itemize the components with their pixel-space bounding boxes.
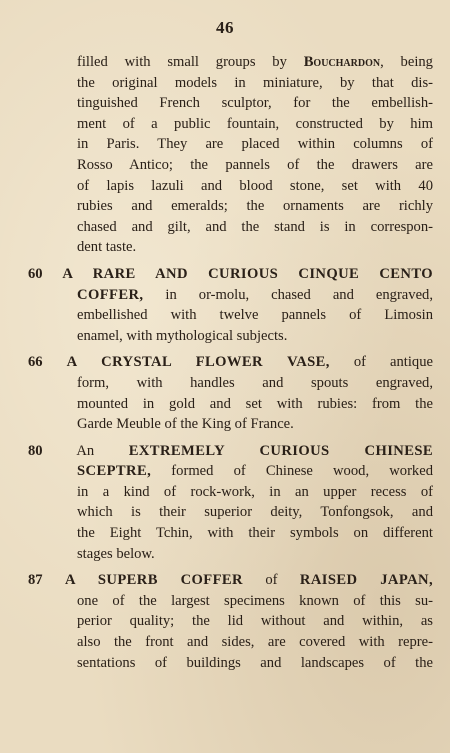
entry-heading-line [0,264,450,285]
text-line: also the front and sides, are covered with repre- [77,634,433,651]
text-line: stages below. [77,545,155,562]
entry-title: A CRYSTAL FLOWER VASE, [66,354,330,371]
continuation-paragraph [0,52,450,258]
entry-title-material: RAISED JAPAN, [299,572,433,589]
text-line: Rosso Antico; the pannels of the drawers are [77,156,433,173]
entry-title: A RARE AND CURIOUS CINQUE CENTO [62,265,433,282]
text-line: rubies and emeralds; the ornaments are richly [77,198,433,215]
text-line: chased and gilt, and the stand is in correspon- [77,218,433,235]
text-line: filled with small groups by Bouchardon, being [77,54,433,70]
text-line: the Eight Tchin, with their symbols on different [77,525,433,542]
text-line: mounted in gold and set with rubies: from the [77,395,433,412]
text-line: enamel, with mythological subjects. [77,327,288,344]
text-line: in a kind of rock-work, in an upper recess of [77,483,433,500]
entry-heading-line: 66 A CRYSTAL FLOWER VASE, of antique [28,354,433,371]
text-line: tinguished French sculptor, for the embellish- [77,95,433,112]
lot-number: 66 [28,354,43,371]
text-line: Garde Meuble of the King of France. [77,416,294,433]
text-line: dent taste. [77,239,137,256]
entry-title: A SUPERB COFFER [64,572,243,589]
catalogue-entry-80 [0,441,450,565]
text-line: in Paris. They are placed within columns of [77,136,433,153]
entry-heading-line: 87 A SUPERB COFFER of RAISED JAPAN, [28,572,433,589]
entry-heading-line: 80 An EXTREMELY CURIOUS CHINESE [28,442,433,459]
text-line: perior quality; the lid without and within, as [77,613,433,630]
sculptor-name: Bouchardon [303,54,381,70]
lot-number: 80 [28,442,43,459]
entry-title: EXTREMELY CURIOUS CHINESE [128,442,433,459]
text-line: the original models in miniature, by that dis- [77,74,433,91]
lot-number: 60 [28,265,43,282]
entry-title-continued: SCEPTRE, [77,463,152,480]
catalogue-entry-60 [0,264,450,346]
catalogue-entry-87 [0,570,450,673]
text-line: ment of a public fountain, constructed by him [77,115,433,132]
lot-number: 87 [28,572,43,589]
page-body [0,52,450,673]
page-number: 46 [216,18,234,37]
text-line: form, with handles and spouts engraved, [77,374,433,391]
text-line: sentations of buildings and landscapes of the [77,654,433,671]
catalogue-entry-66 [0,352,450,434]
text-line: of lapis lazuli and blood stone, set with 40 [77,177,433,194]
entry-title-continued: COFFER, [77,286,144,303]
text-line: embellished with twelve pannels of Limosin [77,307,433,324]
text-line: which is their superior deity, Tonfongsok, and [77,504,433,521]
text-line: one of the largest specimens known of this su- [77,592,433,609]
text-line: SCEPTRE, formed of Chinese wood, worked [77,463,433,480]
text-line: COFFER, in or-molu, chased and engraved, [77,286,433,303]
